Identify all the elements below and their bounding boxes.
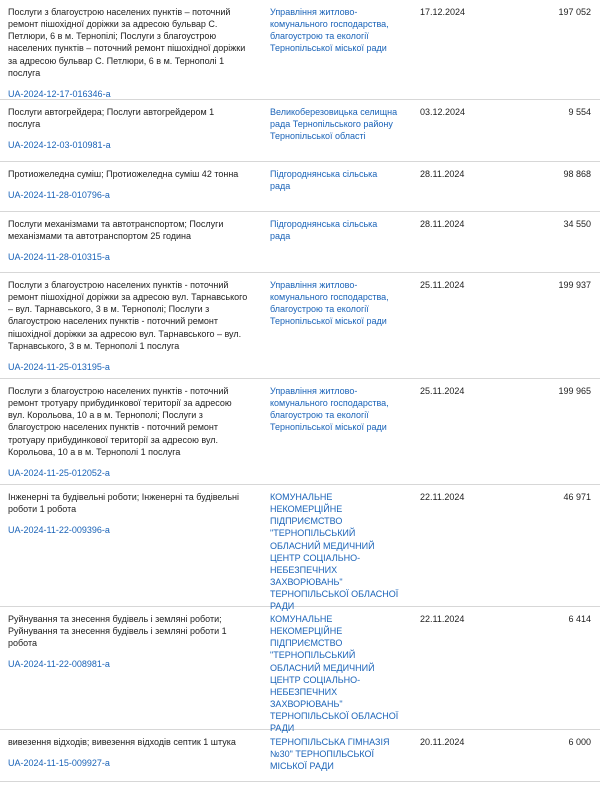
- table-row: [0, 607, 600, 734]
- organization-link[interactable]: Управління житлово-комунального господарства, благоустрою та екології Тернопільської міської ради: [270, 7, 389, 54]
- organization-cell: [270, 491, 400, 612]
- tender-id-link[interactable]: UA-2024-12-17-016346-a: [8, 88, 111, 99]
- table-row: [0, 212, 600, 273]
- organization-cell: [270, 279, 400, 328]
- description-cell: [8, 106, 248, 151]
- tender-id-link[interactable]: UA-2024-11-28-010796-a: [8, 190, 110, 201]
- tender-amount: 98 868: [563, 169, 591, 179]
- tender-description: Руйнування та знесення будівель і земляні роботи; Руйнування та знесення будівель і земляні роботи 1 робота: [8, 614, 227, 649]
- organization-cell: [270, 736, 400, 772]
- tender-date: 28.11.2024: [420, 219, 465, 229]
- tender-description: Послуги механізмами та автотранспортом; Послуги механізмами та автотранспортом 25 година: [8, 219, 224, 242]
- description-cell: [8, 279, 248, 373]
- description-cell: [8, 218, 248, 263]
- tender-date: 22.11.2024: [420, 492, 465, 502]
- organization-link[interactable]: Управління житлово-комунального господарства, благоустрою та екології Тернопільської міської ради: [270, 280, 389, 327]
- organization-link[interactable]: КОМУНАЛЬНЕ НЕКОМЕРЦІЙНЕ ПІДПРИЄМСТВО "ТЕРНОПІЛЬСЬКИЙ ОБЛАСНИЙ МЕДИЧНИЙ ЦЕНТР СОЦІАЛЬНО-НЕБЕЗПЕЧНИХ ЗАХВОРЮВАНЬ" ТЕРНОПІЛЬСЬКОЇ ОБЛАСНОЇ РАДИ: [270, 492, 399, 612]
- tender-date: 03.12.2024: [420, 107, 466, 117]
- tender-description: Послуги з благоустрою населених пунктів - поточний ремонт пішохідної доріжки за адресою вул. Тарнавського – вул. Тарнавського, 3 в м. Тернополі; Послуги з благоустрою населених пунктів - поточний ремонт пішохідної доріжки за адресою вул. Тарнавського – вул. Тарнавського, 3 в м. Тернополі 1 послуга: [8, 280, 248, 351]
- table-row: [0, 100, 600, 162]
- tender-amount: 34 550: [563, 219, 591, 229]
- organization-link[interactable]: Підгороднянська сільська рада: [270, 169, 378, 192]
- description-cell: [8, 613, 248, 671]
- organization-cell: [270, 218, 400, 242]
- description-cell: [8, 736, 248, 769]
- tender-date: 17.12.2024: [420, 7, 466, 17]
- tender-amount: 199 937: [558, 280, 591, 290]
- table-row: [0, 485, 600, 612]
- tender-date: 22.11.2024: [420, 614, 465, 624]
- tender-description: Протиожеледна суміш; Протиожеледна суміш 42 тонна: [8, 169, 239, 179]
- organization-link[interactable]: ТЕРНОПІЛЬСЬКА ГІМНАЗІЯ №30" ТЕРНОПІЛЬСЬКОЇ МІСЬКОЇ РАДИ: [270, 737, 390, 772]
- tender-description: Послуги автогрейдера; Послуги автогрейдером 1 послуга: [8, 107, 215, 130]
- tender-id-link[interactable]: UA-2024-11-28-010315-a: [8, 252, 110, 263]
- tender-id-link[interactable]: UA-2024-11-22-009396-a: [8, 525, 110, 536]
- table-row: [0, 0, 600, 100]
- tender-date: 28.11.2024: [420, 169, 465, 179]
- tender-id-link[interactable]: UA-2024-11-22-008981-a: [8, 659, 110, 670]
- description-cell: [8, 491, 248, 536]
- organization-cell: [270, 6, 400, 55]
- organization-link[interactable]: КОМУНАЛЬНЕ НЕКОМЕРЦІЙНЕ ПІДПРИЄМСТВО "ТЕРНОПІЛЬСЬКИЙ ОБЛАСНИЙ МЕДИЧНИЙ ЦЕНТР СОЦІАЛЬНО-НЕБЕЗПЕЧНИХ ЗАХВОРЮВАНЬ" ТЕРНОПІЛЬСЬКОЇ ОБЛАСНОЇ РАДИ: [270, 614, 399, 734]
- table-row: [0, 162, 600, 212]
- table-row: [0, 273, 600, 379]
- organization-cell: [270, 168, 400, 192]
- organization-cell: [270, 106, 400, 142]
- organization-cell: [270, 613, 400, 734]
- tender-description: Інженерні та будівельні роботи; Інженерні та будівельні роботи 1 робота: [8, 492, 239, 515]
- tender-amount: 46 971: [563, 492, 591, 502]
- tender-description: Послуги з благоустрою населених пунктів - поточний ремонт тротуару прибудинкової території за адресою вул. Корольова, 10 а в м. Тернополі; Послуги з благоустрою населених пунктів - поточний ремонт тротуару прибудинкової території за адресою вул. Корольова, 10 а в м. Тернополі 1 послуга: [8, 386, 232, 457]
- tender-amount: 9 554: [568, 107, 591, 117]
- tender-amount: 6 000: [568, 737, 591, 747]
- tender-id-link[interactable]: UA-2024-11-15-009927-a: [8, 758, 110, 769]
- description-cell: [8, 168, 248, 201]
- tender-date: 25.11.2024: [420, 280, 465, 290]
- organization-link[interactable]: Великоберезовицька селищна рада Тернопільського району Тернопільської області: [270, 107, 398, 142]
- tender-amount: 6 414: [568, 614, 591, 624]
- tender-date: 20.11.2024: [420, 737, 465, 747]
- tender-date: 25.11.2024: [420, 386, 465, 396]
- organization-cell: [270, 385, 400, 434]
- tender-amount: 197 052: [558, 7, 591, 17]
- organization-link[interactable]: Підгороднянська сільська рада: [270, 219, 378, 242]
- tender-id-link[interactable]: UA-2024-12-03-010981-a: [8, 140, 111, 151]
- tender-description: вивезення відходів; вивезення відходів септик 1 штука: [8, 737, 236, 747]
- organization-link[interactable]: Управління житлово-комунального господарства, благоустрою та екології Тернопільської міської ради: [270, 386, 389, 433]
- table-row: [0, 379, 600, 485]
- tender-id-link[interactable]: UA-2024-11-25-012052-a: [8, 467, 110, 478]
- table-row: [0, 730, 600, 782]
- description-cell: [8, 385, 248, 479]
- description-cell: [8, 6, 248, 100]
- tender-amount: 199 965: [558, 386, 591, 396]
- tender-id-link[interactable]: UA-2024-11-25-013195-a: [8, 361, 110, 372]
- tender-description: Послуги з благоустрою населених пунктів – поточний ремонт пішохідної доріжки за адресою бульвар С. Петлюри, 6 в м. Тернопілі; Послуги з благоустрою населених пунктів – поточний ремонт пішохідної доріжки за адресою бульвар С. Петлюри, 6 в м. Тернополі 1 послуга: [8, 7, 246, 78]
